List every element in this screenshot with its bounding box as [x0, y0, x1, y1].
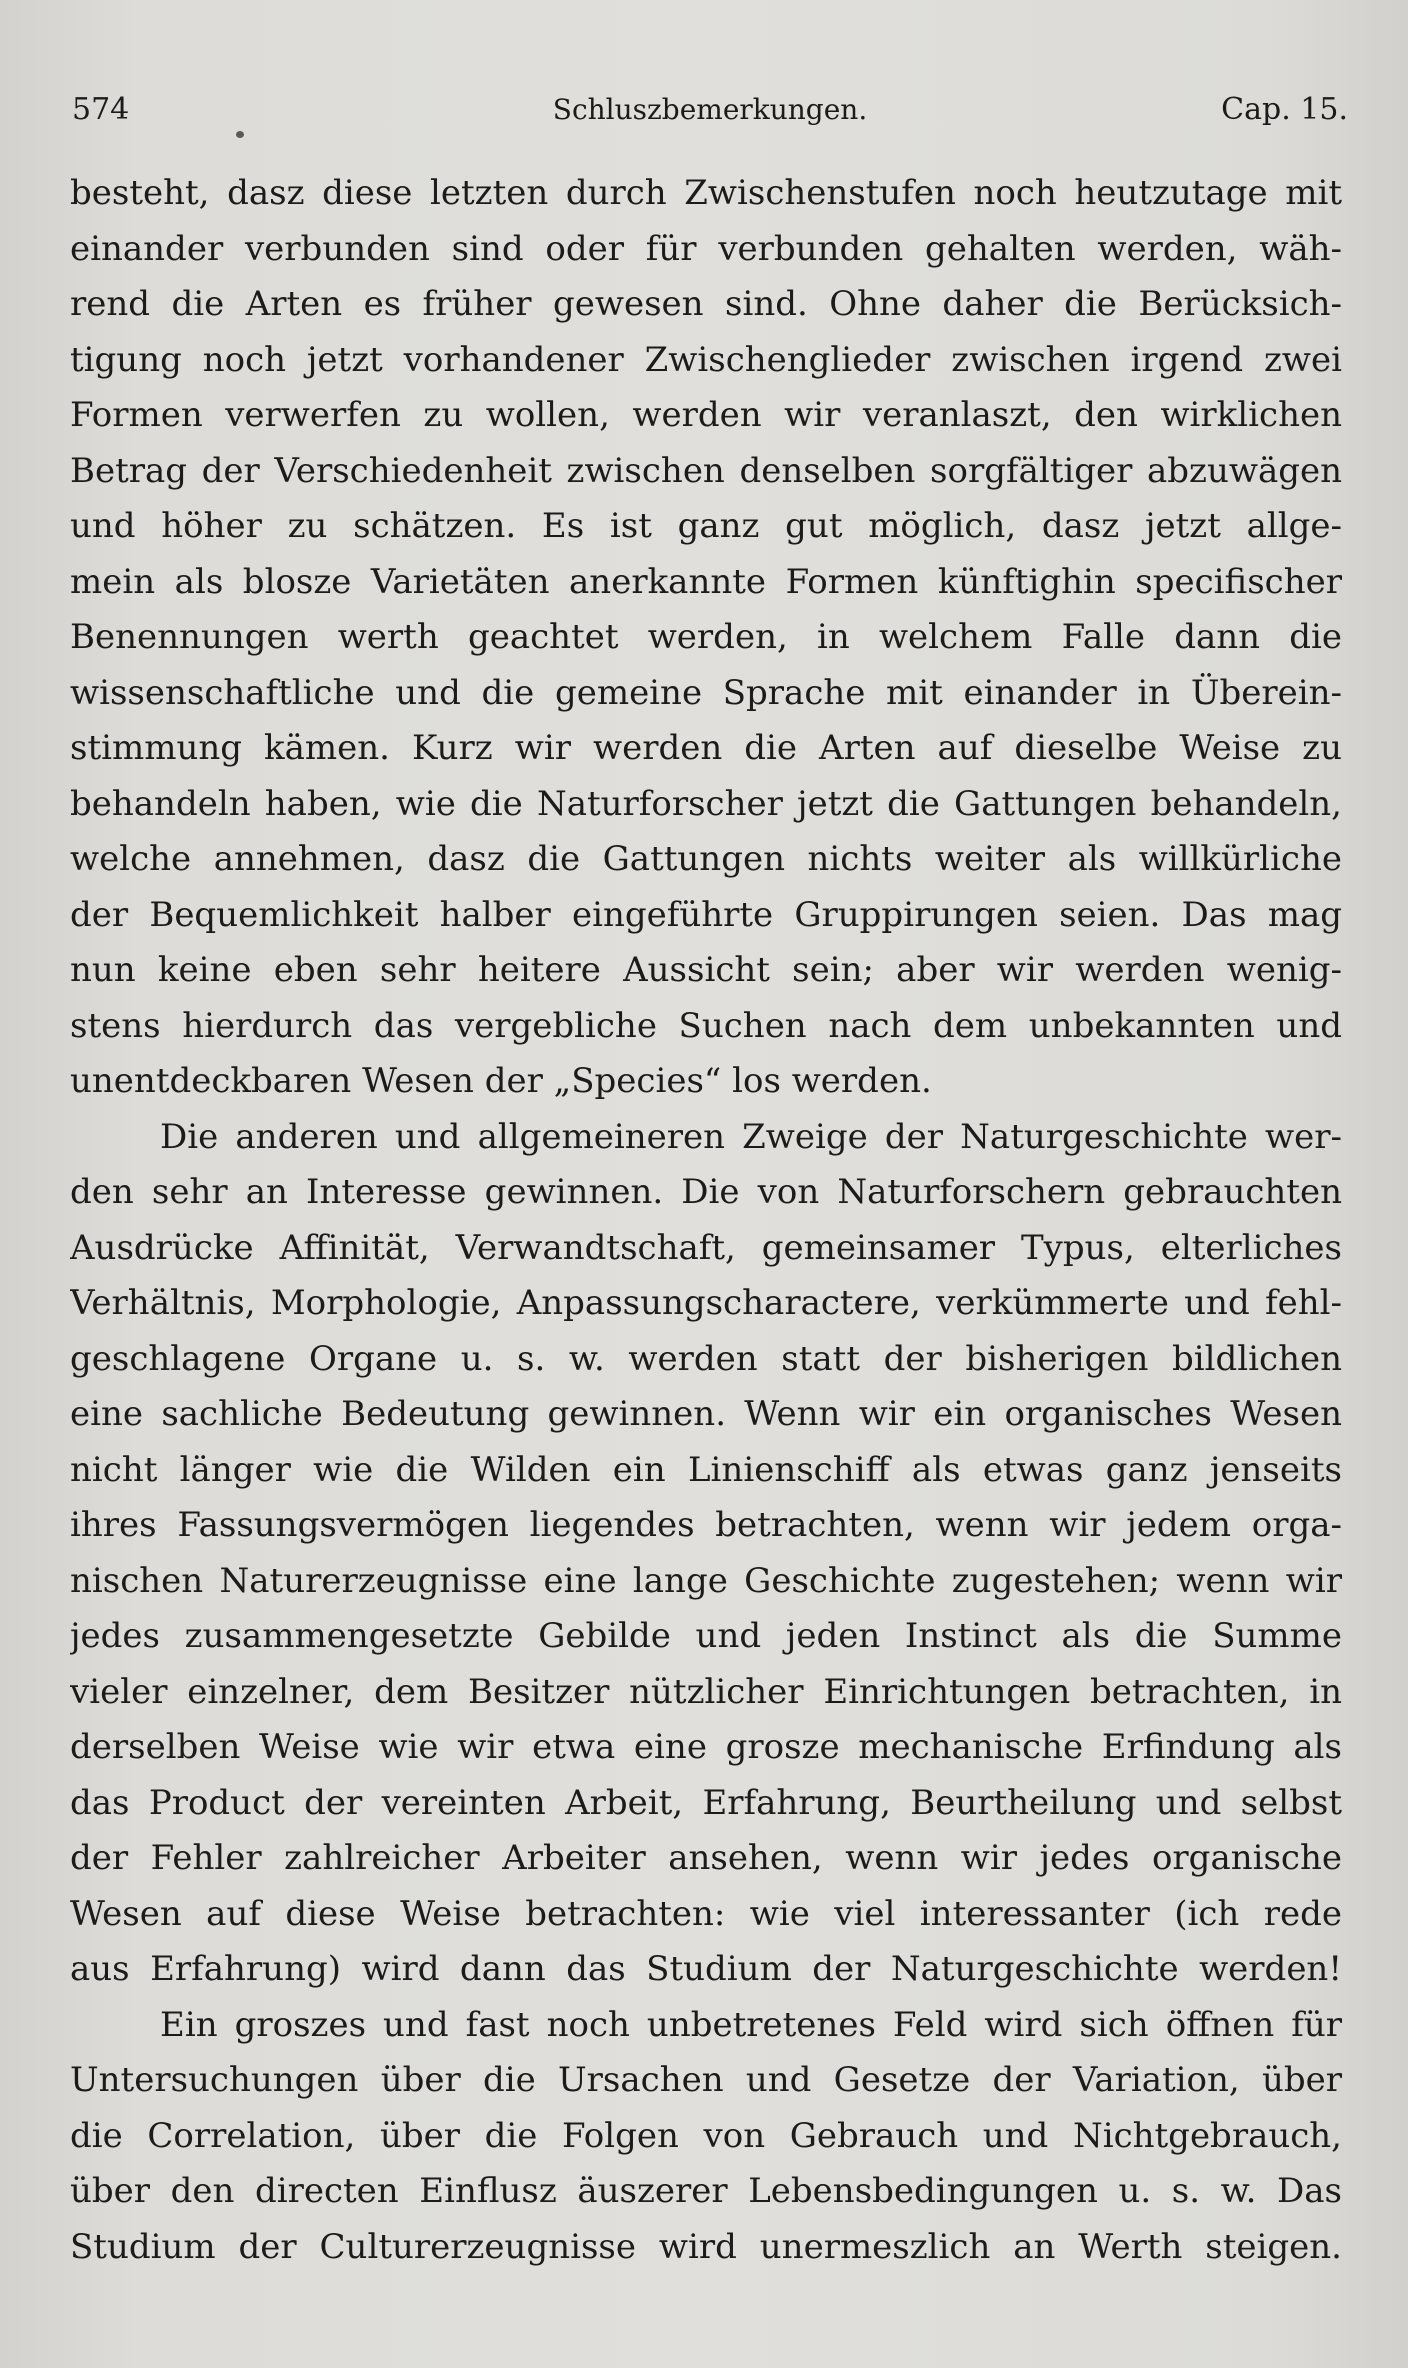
paragraph-end-line: unentdeckbaren Wesen der „Species“ los werden. [70, 1061, 932, 1101]
text-line: Formen verwerfen zu wollen, werden wir veranlaszt, den wirklichen [70, 395, 1342, 435]
text-line: Betrag der Verschiedenheit zwischen denselben sorgfältiger abzuwägen [70, 450, 1342, 491]
text-line: mein als blosze Varietäten anerkannte Formen künftighin specifischer [70, 561, 1342, 602]
text-line: Ausdrücke Affinität, Verwandtschaft, gemeinsamer Typus, elterliches [70, 1227, 1342, 1268]
text-line: den sehr an Interesse gewinnen. Die von Naturforschern gebrauchten [70, 1172, 1342, 1212]
text-line: der Fehler zahlreicher Arbeiter ansehen, wenn wir jedes organische [70, 1838, 1342, 1878]
text-line: jedes zusammengesetzte Gebilde und jeden Instinct als die Summe [70, 1616, 1342, 1656]
running-head [72, 86, 1348, 134]
text-line: der Bequemlichkeit halber eingeführte Gruppirungen seien. Das mag [70, 894, 1342, 935]
text-line: eine sachliche Bedeutung gewinnen. Wenn wir ein organisches Wesen [70, 1394, 1342, 1434]
text-line: und höher zu schätzen. Es ist ganz gut möglich, dasz jetzt allge- [70, 506, 1342, 546]
text-line: geschlagene Organe u. s. w. werden statt der bisherigen bildlichen [70, 1338, 1342, 1379]
text-line: die Correlation, über die Folgen von Gebrauch und Nichtgebrauch, [70, 2115, 1342, 2156]
text-line: stimmung kämen. Kurz wir werden die Arten auf dieselbe Weise zu [70, 728, 1342, 768]
text-line: nun keine eben sehr heitere Aussicht sein; aber wir werden wenig- [70, 950, 1342, 990]
chapter-reference: Cap. 15. [1221, 92, 1348, 127]
text-line: ihres Fassungsvermögen liegendes betrachten, wenn wir jedem orga- [70, 1505, 1342, 1545]
text-line: das Product der vereinten Arbeit, Erfahrung, Beurtheilung und selbst [70, 1782, 1342, 1823]
text-line: Benennungen werth geachtet werden, in welchem Falle dann die [70, 617, 1342, 657]
body-text [70, 166, 1342, 2275]
text-line: vieler einzelner, dem Besitzer nützlicher Einrichtungen betrachten, in [70, 1671, 1342, 1712]
text-line: stens hierdurch das vergebliche Suchen nach dem unbekannten und [70, 1005, 1342, 1046]
text-line: besteht, dasz diese letzten durch Zwischenstufen noch heutzutage mit [70, 173, 1342, 213]
text-line: Studium der Culturerzeugnisse wird unermeszlich an Werth steigen. [70, 2226, 1342, 2267]
text-line: rend die Arten es früher gewesen sind. Ohne daher die Berücksich- [70, 284, 1342, 324]
paragraph-start-line: Die anderen und allgemeineren Zweige der Naturgeschichte wer- [160, 1116, 1342, 1157]
text-line: nischen Naturerzeugnisse eine lange Geschichte zugestehen; wenn wir [70, 1560, 1342, 1601]
text-line: wissenschaftliche und die gemeine Sprache mit einander in Überein- [70, 672, 1342, 713]
text-line: behandeln haben, wie die Naturforscher jetzt die Gattungen behandeln, [70, 783, 1342, 824]
running-title: Schluszbemerkungen. [552, 93, 868, 126]
text-line: welche annehmen, dasz die Gattungen nichts weiter als willkürliche [70, 839, 1342, 879]
text-line: Wesen auf diese Weise betrachten: wie viel interessanter (ich rede [70, 1893, 1342, 1934]
text-line: derselben Weise wie wir etwa eine grosze mechanische Erfindung als [70, 1727, 1342, 1767]
text-line: über den directen Einflusz äuszerer Lebensbedingungen u. s. w. Das [70, 2171, 1342, 2211]
page-number: 574 [72, 92, 130, 127]
text-line: tigung noch jetzt vorhandener Zwischenglieder zwischen irgend zwei [70, 339, 1342, 380]
paragraph-start-line: Ein groszes und fast noch unbetretenes Feld wird sich öffnen für [160, 2004, 1342, 2045]
text-line: Verhältnis, Morphologie, Anpassungscharactere, verkümmerte und fehl- [70, 1283, 1342, 1323]
text-line: nicht länger wie die Wilden ein Linienschiff als etwas ganz jenseits [70, 1449, 1342, 1490]
paragraph-end-line: aus Erfahrung) wird dann das Studium der Naturgeschichte werden! [70, 1949, 1342, 1989]
text-line: Untersuchungen über die Ursachen und Gesetze der Variation, über [70, 2060, 1342, 2100]
text-line: einander verbunden sind oder für verbunden gehalten werden, wäh- [70, 228, 1342, 269]
